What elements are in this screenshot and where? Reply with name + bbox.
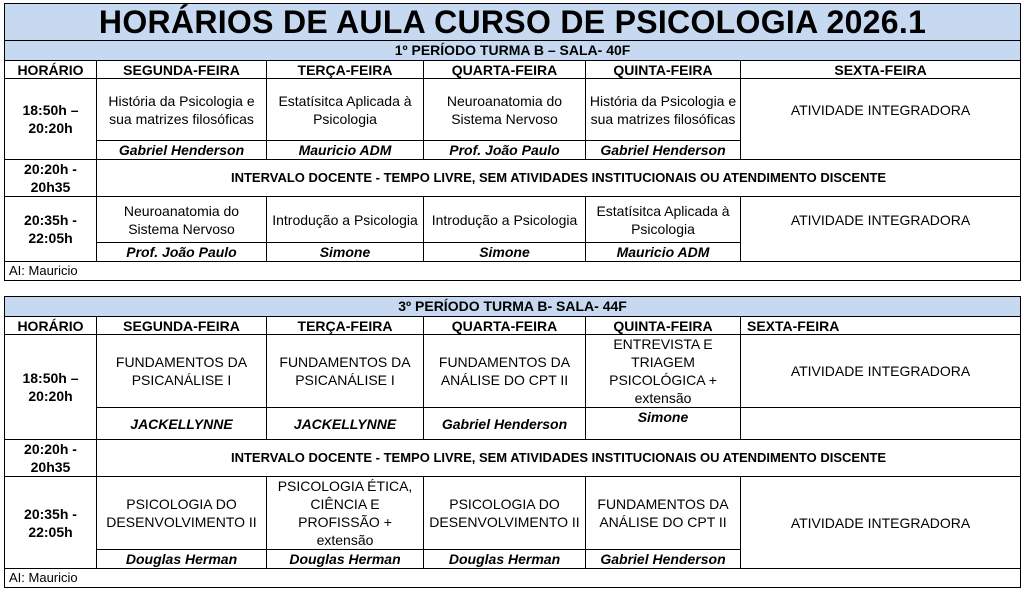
teacher-name: Gabriel Henderson	[586, 550, 741, 569]
teacher-name: Mauricio ADM	[586, 243, 741, 262]
page-title: HORÁRIOS DE AULA CURSO DE PSICOLOGIA 2026.1	[5, 4, 1021, 41]
period-1-slot-1	[5, 79, 1021, 141]
time-slot: 18:50h – 20:20h	[5, 79, 97, 160]
friday-cell: ATIVIDADE INTEGRADORA	[741, 335, 1021, 408]
teacher-name: Douglas Herman	[97, 550, 267, 569]
teacher-name: Simone	[424, 243, 586, 262]
section-spacer	[5, 281, 1021, 297]
header-time: HORÁRIO	[5, 317, 97, 335]
class-cell: PSICOLOGIA ÉTICA, CIÊNCIA E PROFISSÃO + extensão	[267, 477, 424, 550]
header-thursday: QUINTA-FEIRA	[586, 61, 741, 79]
break-time: 20:20h - 20h35	[5, 160, 97, 197]
header-thursday: QUINTA-FEIRA	[586, 317, 741, 335]
break-text: INTERVALO DOCENTE - TEMPO LIVRE, SEM ATIVIDADES INSTITUCIONAIS OU ATENDIMENTO DISCENTE	[97, 440, 1021, 477]
header-friday: SEXTA-FEIRA	[741, 61, 1021, 79]
period-1-header-row	[5, 61, 1021, 79]
header-friday: SEXTA-FEIRA	[741, 317, 1021, 335]
header-wednesday: QUARTA-FEIRA	[424, 61, 586, 79]
period-1-heading: 1º PERÍODO TURMA B – SALA- 40F	[5, 41, 1021, 61]
header-wednesday: QUARTA-FEIRA	[424, 317, 586, 335]
teacher-name: Prof. João Paulo	[424, 141, 586, 160]
teacher-name: Douglas Herman	[267, 550, 424, 569]
class-cell: PSICOLOGIA DO DESENVOLVIMENTO II	[97, 477, 267, 550]
period-1-slot-2	[5, 197, 1021, 243]
teacher-name: JACKELLYNNE	[267, 408, 424, 440]
period-3-slot-2	[5, 477, 1021, 550]
period-3-slot-1	[5, 335, 1021, 408]
header-time: HORÁRIO	[5, 61, 97, 79]
friday-cell: ATIVIDADE INTEGRADORA	[741, 197, 1021, 262]
header-monday: SEGUNDA-FEIRA	[97, 61, 267, 79]
header-tuesday: TERÇA-FEIRA	[267, 61, 424, 79]
class-cell: FUNDAMENTOS DA PSICANÁLISE I	[267, 335, 424, 408]
header-monday: SEGUNDA-FEIRA	[97, 317, 267, 335]
class-cell: Introdução a Psicologia	[267, 197, 424, 243]
schedule-page	[4, 3, 1020, 588]
class-cell: Estatísitca Aplicada à Psicologia	[586, 197, 741, 243]
header-tuesday: TERÇA-FEIRA	[267, 317, 424, 335]
time-slot: 18:50h – 20:20h	[5, 335, 97, 440]
teacher-name: Mauricio ADM	[267, 141, 424, 160]
period-3-heading: 3º PERÍODO TURMA B- SALA- 44F	[5, 297, 1021, 317]
class-cell: Neuroanatomia do Sistema Nervoso	[97, 197, 267, 243]
class-cell: História da Psicologia e sua matrizes filosóficas	[586, 79, 741, 141]
class-cell: História da Psicologia e sua matrizes filosóficas	[97, 79, 267, 141]
teacher-name: Douglas Herman	[424, 550, 586, 569]
class-cell: FUNDAMENTOS DA PSICANÁLISE I	[97, 335, 267, 408]
period-3-note: AI: Mauricio	[5, 569, 1021, 588]
class-cell: ENTREVISTA E TRIAGEM PSICOLÓGICA + extensão	[586, 335, 741, 408]
period-3-header-row	[5, 317, 1021, 335]
class-cell: Introdução a Psicologia	[424, 197, 586, 243]
teacher-name: Prof. João Paulo	[97, 243, 267, 262]
teacher-name: Simone	[586, 408, 741, 440]
schedule-table	[4, 3, 1021, 588]
teacher-name: JACKELLYNNE	[97, 408, 267, 440]
class-cell: FUNDAMENTOS DA ANÁLISE DO CPT II	[586, 477, 741, 550]
teacher-name: Simone	[267, 243, 424, 262]
class-cell: FUNDAMENTOS DA ANÁLISE DO CPT II	[424, 335, 586, 408]
period-3-break	[5, 440, 1021, 477]
class-cell: Neuroanatomia do Sistema Nervoso	[424, 79, 586, 141]
time-slot: 20:35h - 22:05h	[5, 477, 97, 569]
class-cell: Estatísitca Aplicada à Psicologia	[267, 79, 424, 141]
class-cell: PSICOLOGIA DO DESENVOLVIMENTO II	[424, 477, 586, 550]
empty-cell	[741, 408, 1021, 440]
friday-cell: ATIVIDADE INTEGRADORA	[741, 79, 1021, 160]
friday-cell: ATIVIDADE INTEGRADORA	[741, 477, 1021, 569]
teacher-name: Gabriel Henderson	[97, 141, 267, 160]
break-text: INTERVALO DOCENTE - TEMPO LIVRE, SEM ATIVIDADES INSTITUCIONAIS OU ATENDIMENTO DISCENTE	[97, 160, 1021, 197]
period-3-teachers-1	[5, 408, 1021, 440]
teacher-name: Gabriel Henderson	[424, 408, 586, 440]
teacher-name: Gabriel Henderson	[586, 141, 741, 160]
break-time: 20:20h - 20h35	[5, 440, 97, 477]
time-slot: 20:35h - 22:05h	[5, 197, 97, 262]
period-1-note: AI: Mauricio	[5, 262, 1021, 281]
period-1-break	[5, 160, 1021, 197]
